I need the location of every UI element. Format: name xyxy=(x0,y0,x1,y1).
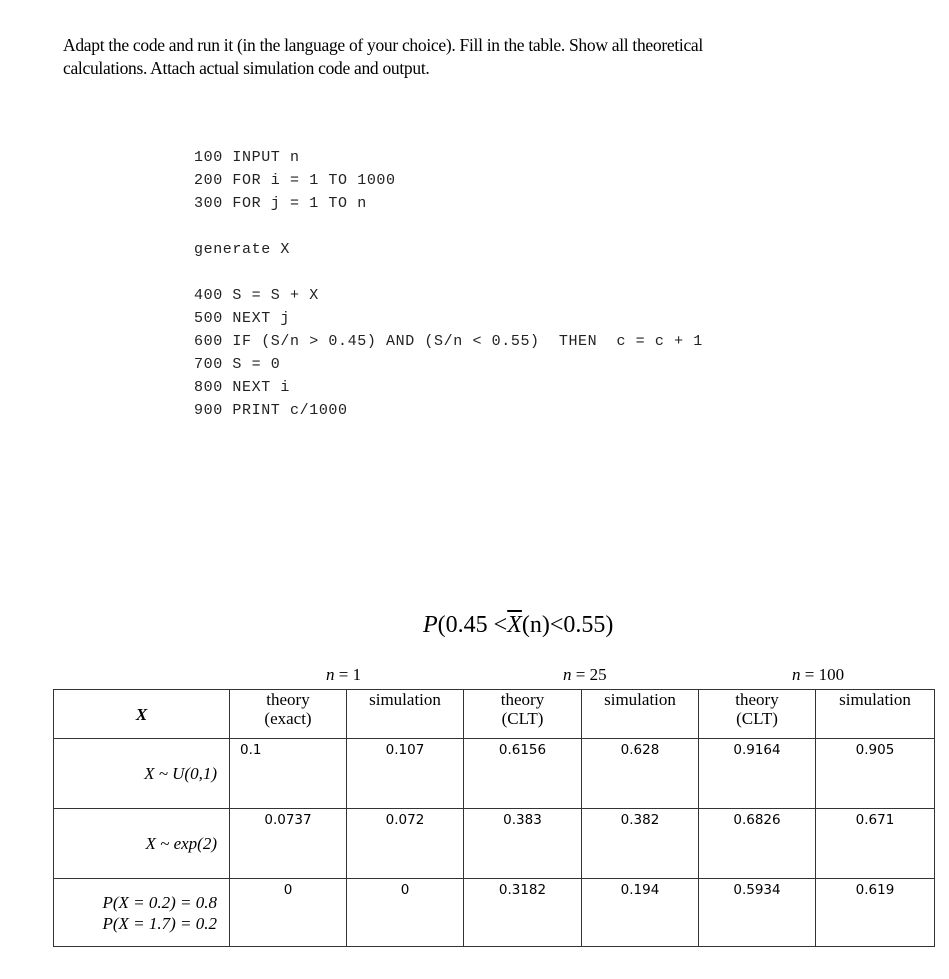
table-row xyxy=(54,739,935,809)
header-simulation-n25: simulation xyxy=(582,690,699,739)
table-cell: 0 xyxy=(230,879,347,947)
table-cell: 0.107 xyxy=(347,739,464,809)
probability-formula xyxy=(423,612,613,639)
group-label-n25: n = 25 xyxy=(563,665,607,684)
table-cell: 0.6156 xyxy=(464,739,582,809)
header-theory-exact: theory (exact) xyxy=(230,690,347,739)
code-line: 100 INPUT n xyxy=(194,149,300,166)
code-line: 500 NEXT j xyxy=(194,310,291,327)
table-cell: 0.5934 xyxy=(699,879,816,947)
table-cell: 0.072 xyxy=(347,809,464,879)
table-cell: 0.628 xyxy=(582,739,699,809)
table-cell: 0.671 xyxy=(816,809,935,879)
results-table xyxy=(53,689,935,947)
code-line: 200 FOR i = 1 TO 1000 xyxy=(194,172,396,189)
table-header-row xyxy=(54,690,935,739)
code-line: 800 NEXT i xyxy=(194,379,291,396)
code-block xyxy=(194,146,703,422)
code-line: generate X xyxy=(194,241,291,258)
table-cell: 0.3182 xyxy=(464,879,582,947)
table-cell: 0.1 xyxy=(230,739,347,809)
table-row xyxy=(54,879,935,947)
code-line: 700 S = 0 xyxy=(194,356,281,373)
instructions-line-2: calculations. Attach actual simulation code and output. xyxy=(63,58,430,78)
table-cell: 0.619 xyxy=(816,879,935,947)
table-cell: 0 xyxy=(347,879,464,947)
formula-n: (n) xyxy=(521,612,550,638)
header-x: X xyxy=(54,690,230,739)
header-simulation-n100: simulation xyxy=(816,690,935,739)
group-label-n1: n = 1 xyxy=(326,665,362,684)
code-line: 300 FOR j = 1 TO n xyxy=(194,195,367,212)
table-cell: 0.194 xyxy=(582,879,699,947)
instructions-text xyxy=(63,34,863,80)
table-cell: 0.382 xyxy=(582,809,699,879)
group-label-n100: n = 100 xyxy=(792,665,845,684)
row-label-uniform: X ~ U(0,1) xyxy=(54,739,230,809)
formula-p: P xyxy=(423,612,438,638)
formula-open: (0.45 < xyxy=(437,612,508,638)
code-line: 900 PRINT c/1000 xyxy=(194,402,348,419)
table-cell: 0.9164 xyxy=(699,739,816,809)
code-line: 400 S = S + X xyxy=(194,287,319,304)
instructions-line-1: Adapt the code and run it (in the language of your choice). Fill in the table. Show all theoretical xyxy=(63,35,703,55)
table-cell: 0.6826 xyxy=(699,809,816,879)
table-cell: 0.383 xyxy=(464,809,582,879)
formula-xbar: $\overline{X}$ xyxy=(507,612,522,638)
row-label-discrete: P(X = 0.2) = 0.8 P(X = 1.7) = 0.2 xyxy=(54,879,230,947)
code-line: 600 IF (S/n > 0.45) AND (S/n < 0.55) THEN c = c + 1 xyxy=(194,333,703,350)
table-row xyxy=(54,809,935,879)
table-cell: 0.905 xyxy=(816,739,935,809)
row-label-exponential: X ~ exp(2) xyxy=(54,809,230,879)
header-theory-clt-n100: theory (CLT) xyxy=(699,690,816,739)
header-theory-clt-n25: theory (CLT) xyxy=(464,690,582,739)
formula-close: <0.55) xyxy=(549,612,614,638)
header-simulation-n1: simulation xyxy=(347,690,464,739)
table-cell: 0.0737 xyxy=(230,809,347,879)
